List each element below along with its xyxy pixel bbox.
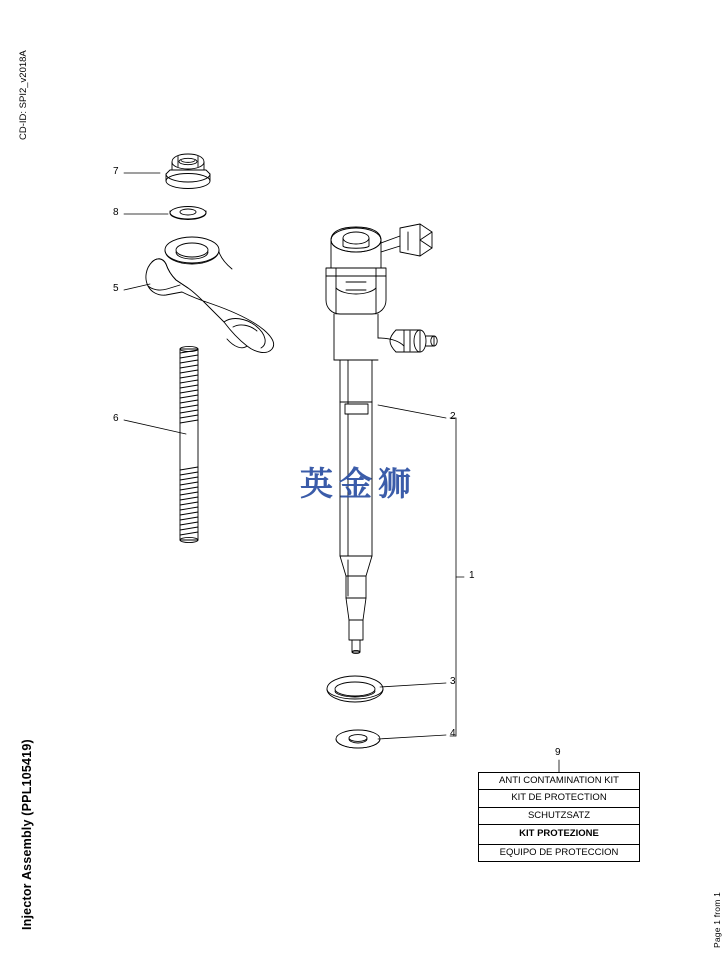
- callout-5: 5: [113, 283, 119, 294]
- callout-6: 6: [113, 413, 119, 424]
- kit-line-es: EQUIPO DE PROTECCION: [499, 846, 619, 858]
- callout-4: 4: [450, 728, 456, 739]
- part-copper-washer: [336, 730, 380, 748]
- callout-8: 8: [113, 207, 119, 218]
- watermark-text: 英金狮: [300, 464, 417, 503]
- part-injector-clamp: [146, 237, 274, 353]
- kit-line-it: KIT PROTEZIONE: [479, 825, 639, 844]
- callout-3: 3: [450, 676, 456, 687]
- kit-line-de: SCHUTZSATZ: [479, 808, 639, 825]
- page-title: Injector Assembly (PPL105419): [20, 739, 34, 930]
- kit-line-en: ANTI CONTAMINATION KIT: [479, 773, 639, 790]
- callout-9: 9: [555, 747, 561, 758]
- kit-line-fr: KIT DE PROTECTION: [479, 790, 639, 807]
- part-flange-nut: [166, 154, 210, 189]
- callout-1: 1: [469, 570, 475, 581]
- callout-2: 2: [450, 411, 456, 422]
- part-plain-washer: [170, 207, 206, 220]
- part-threaded-stud: [180, 346, 198, 542]
- part-o-ring-seal: [327, 676, 383, 702]
- callout-7: 7: [113, 166, 119, 177]
- part-fuel-injector: [326, 224, 437, 654]
- cd-id-label: CD-ID: SPI2_v2018A: [18, 50, 29, 140]
- anti-contamination-kit-box: [478, 772, 640, 862]
- page-footer: Page 1 from 1: [712, 892, 722, 948]
